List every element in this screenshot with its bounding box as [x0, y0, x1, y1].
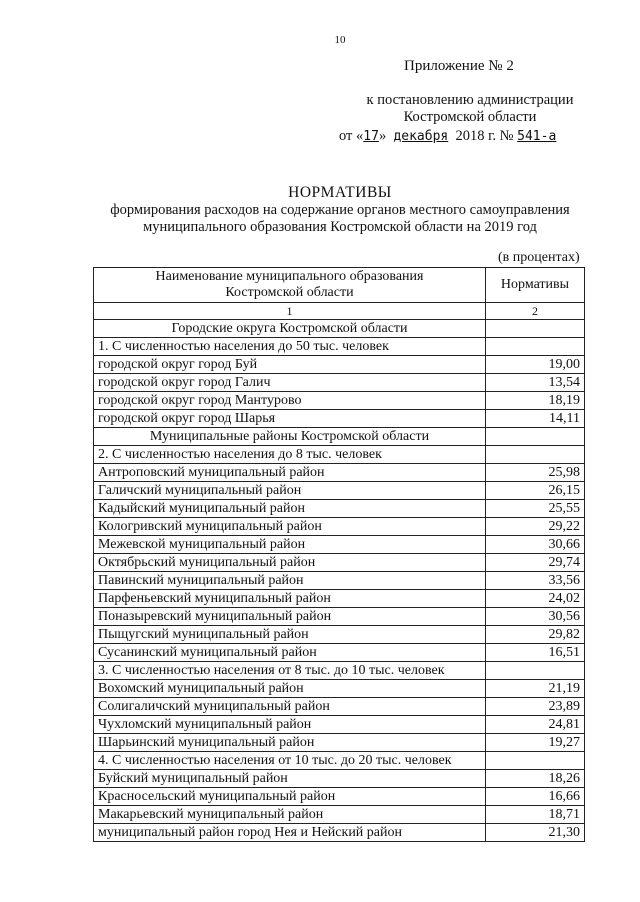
row-name: Парфеньевский муниципальный район: [94, 590, 486, 608]
row-name: Шарьинский муниципальный район: [94, 734, 486, 752]
table-row: [94, 608, 585, 626]
group-row: [94, 662, 585, 680]
row-name: муниципальный район город Нея и Нейский район: [94, 824, 486, 842]
column-number-1: 1: [94, 303, 486, 320]
row-value: 19,00: [486, 356, 585, 374]
row-value: [486, 662, 585, 680]
table-row: [94, 734, 585, 752]
group-row: [94, 446, 585, 464]
row-value: 24,02: [486, 590, 585, 608]
row-name: 1. С численностью населения до 50 тыс. человек: [94, 338, 486, 356]
resolution-prefix: от «: [339, 128, 364, 144]
table-row: [94, 482, 585, 500]
row-name: 3. С численностью населения от 8 тыс. до 10 тыс. человек: [94, 662, 486, 680]
row-value: 21,30: [486, 824, 585, 842]
row-value: 24,81: [486, 716, 585, 734]
row-name: Чухломский муниципальный район: [94, 716, 486, 734]
resolution-line-2: Костромской области: [403, 109, 537, 125]
row-value: [486, 320, 585, 338]
table-row: [94, 356, 585, 374]
row-name: городской округ город Галич: [94, 374, 486, 392]
norms-table: [93, 267, 585, 842]
row-value: 26,15: [486, 482, 585, 500]
table-row: [94, 500, 585, 518]
row-value: 30,56: [486, 608, 585, 626]
row-name: Макарьевский муниципальный район: [94, 806, 486, 824]
row-value: 29,22: [486, 518, 585, 536]
table-row: [94, 716, 585, 734]
subtitle-line-2: муниципального образования Костромской области на 2019 год: [143, 219, 537, 235]
column-number-2: 2: [486, 303, 585, 320]
row-value: 13,54: [486, 374, 585, 392]
row-name: Межевской муниципальный район: [94, 536, 486, 554]
row-name: Кологривский муниципальный район: [94, 518, 486, 536]
row-value: 29,74: [486, 554, 585, 572]
row-name: Октябрьский муниципальный район: [94, 554, 486, 572]
row-name: Муниципальные районы Костромской области: [94, 428, 486, 446]
table-row: [94, 572, 585, 590]
row-name: Поназыревский муниципальный район: [94, 608, 486, 626]
table-row: [94, 824, 585, 842]
row-name: городской округ город Мантурово: [94, 392, 486, 410]
table-row: [94, 770, 585, 788]
row-value: 25,55: [486, 500, 585, 518]
row-value: [486, 446, 585, 464]
table-row: [94, 374, 585, 392]
row-name: Сусанинский муниципальный район: [94, 644, 486, 662]
row-name: Вохомский муниципальный район: [94, 680, 486, 698]
appendix-label: Приложение № 2: [404, 58, 514, 74]
row-value: 14,11: [486, 410, 585, 428]
row-name: Пыщугский муниципальный район: [94, 626, 486, 644]
row-value: 16,51: [486, 644, 585, 662]
section-row: [94, 428, 585, 446]
table-row: [94, 806, 585, 824]
row-name: Антроповский муниципальный район: [94, 464, 486, 482]
header-name-line-2: Костромской области: [225, 285, 354, 300]
table-row: [94, 590, 585, 608]
resolution-mid: »: [378, 128, 387, 144]
row-value: 19,27: [486, 734, 585, 752]
section-row: [94, 320, 585, 338]
units-label: (в процентах): [498, 250, 580, 265]
group-row: [94, 338, 585, 356]
table-header-row: [94, 268, 585, 303]
resolution-day: 17: [363, 129, 379, 144]
row-name: Кадыйский муниципальный район: [94, 500, 486, 518]
row-value: 25,98: [486, 464, 585, 482]
header-column-name: [94, 268, 486, 303]
table-row: [94, 680, 585, 698]
table-row: [94, 518, 585, 536]
resolution-date-line: [339, 128, 556, 145]
subtitle-line-1: формирования расходов на содержание органов местного самоуправления: [110, 202, 570, 218]
row-name: Красносельский муниципальный район: [94, 788, 486, 806]
row-value: [486, 428, 585, 446]
row-name: городской округ город Буй: [94, 356, 486, 374]
table-row: [94, 536, 585, 554]
row-value: 18,26: [486, 770, 585, 788]
table-row: [94, 464, 585, 482]
table-row: [94, 554, 585, 572]
row-name: Павинский муниципальный район: [94, 572, 486, 590]
table-row: [94, 626, 585, 644]
row-value: 16,66: [486, 788, 585, 806]
row-value: 30,66: [486, 536, 585, 554]
document-subtitle: [90, 202, 590, 236]
table-row: [94, 698, 585, 716]
group-row: [94, 752, 585, 770]
row-value: 29,82: [486, 626, 585, 644]
row-name: Галичский муниципальный район: [94, 482, 486, 500]
row-name: 4. С численностью населения от 10 тыс. до 20 тыс. человек: [94, 752, 486, 770]
header-column-value: Нормативы: [486, 268, 585, 303]
table-row: [94, 644, 585, 662]
resolution-year: 2018 г. №: [455, 128, 514, 144]
row-value: 21,19: [486, 680, 585, 698]
row-name: Городские округа Костромской области: [94, 320, 486, 338]
column-number-row: [94, 303, 585, 320]
header-name-line-1: Наименование муниципального образования: [155, 269, 424, 284]
row-value: [486, 338, 585, 356]
row-value: 18,71: [486, 806, 585, 824]
row-name: городской округ город Шарья: [94, 410, 486, 428]
row-value: [486, 752, 585, 770]
row-name: 2. С численностью населения до 8 тыс. человек: [94, 446, 486, 464]
row-value: 23,89: [486, 698, 585, 716]
resolution-reference: [340, 92, 600, 126]
row-name: Солигаличский муниципальный район: [94, 698, 486, 716]
document-title: НОРМАТИВЫ: [288, 184, 392, 201]
row-value: 18,19: [486, 392, 585, 410]
row-value: 33,56: [486, 572, 585, 590]
resolution-month: декабря: [393, 129, 449, 144]
row-name: Буйский муниципальный район: [94, 770, 486, 788]
table-row: [94, 788, 585, 806]
resolution-number: 541-а: [517, 129, 557, 144]
resolution-line-1: к постановлению администрации: [366, 92, 574, 108]
table-row: [94, 410, 585, 428]
page-number: 10: [334, 34, 346, 46]
table-row: [94, 392, 585, 410]
